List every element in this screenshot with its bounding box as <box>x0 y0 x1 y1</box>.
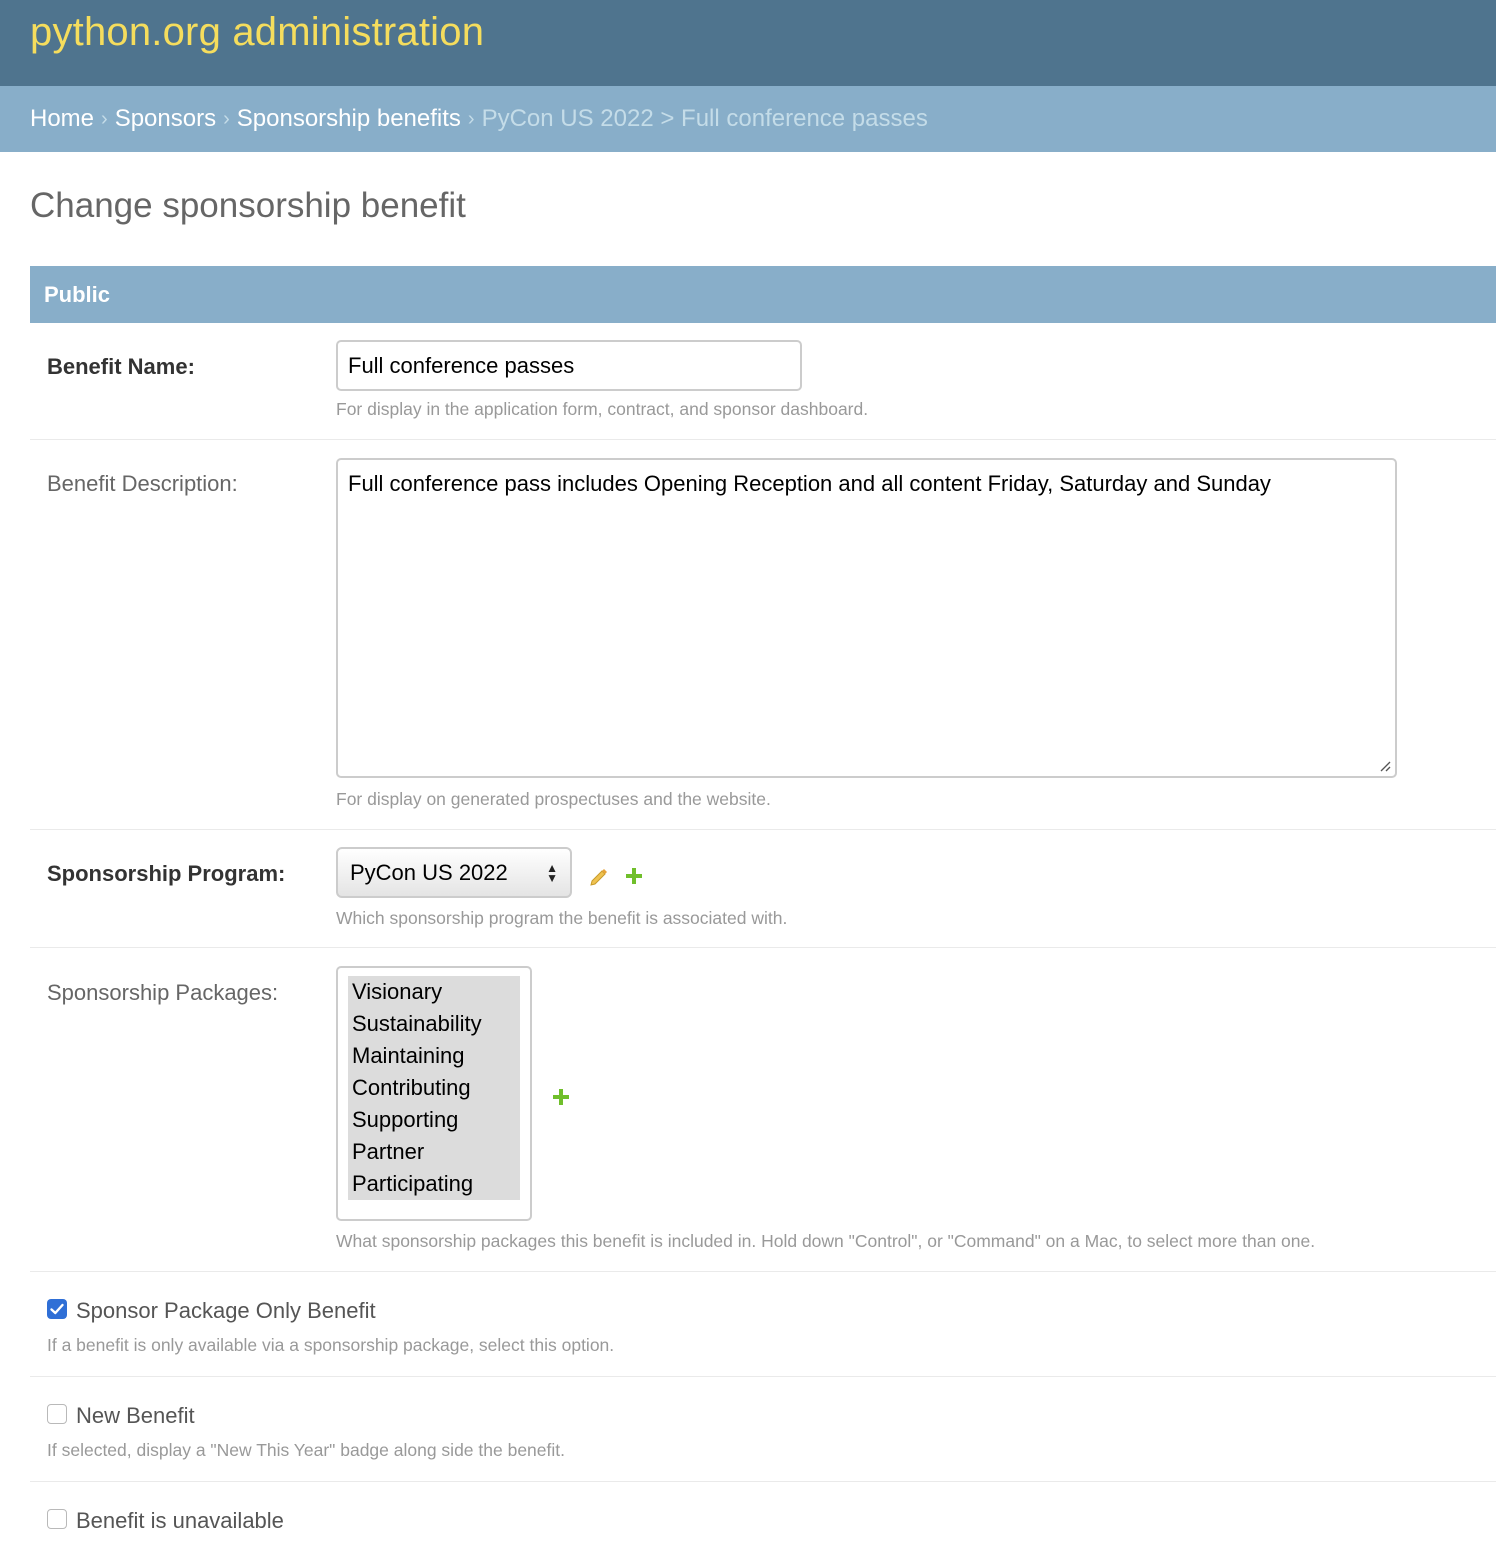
new-benefit-label[interactable]: New Benefit <box>76 1403 195 1428</box>
benefit-description-help: For display on generated prospectuses and the website. <box>336 789 771 809</box>
benefit-name-label: Benefit Name: <box>47 354 195 379</box>
resize-handle-icon[interactable] <box>1379 760 1391 772</box>
form-row-sponsorship-program <box>30 830 1496 948</box>
page-title: Change sponsorship benefit <box>30 186 466 225</box>
package-only-label[interactable]: Sponsor Package Only Benefit <box>76 1298 376 1323</box>
form-row-package-only <box>30 1272 1496 1377</box>
package-option[interactable]: Visionary <box>348 976 520 1008</box>
benefit-description-value: Full conference pass includes Opening Reception and all content Friday, Saturday and Sunday <box>348 471 1271 496</box>
package-only-help: If a benefit is only available via a sponsorship package, select this option. <box>47 1335 615 1355</box>
sponsorship-program-select[interactable] <box>336 847 572 898</box>
package-option[interactable]: Sustainability <box>348 1008 520 1040</box>
benefit-name-help: For display in the application form, contract, and sponsor dashboard. <box>336 399 869 419</box>
breadcrumb-home-link[interactable]: Home <box>30 105 95 132</box>
form-row-benefit-name <box>30 323 1496 440</box>
breadcrumb-sponsorship-benefits-link[interactable]: Sponsorship benefits <box>236 105 461 132</box>
breadcrumb-separator: › <box>101 107 108 130</box>
breadcrumb <box>0 86 1496 152</box>
plus-icon[interactable] <box>550 1086 572 1108</box>
sponsorship-program-label: Sponsorship Program: <box>47 861 286 886</box>
benefit-description-label: Benefit Description: <box>47 471 238 496</box>
site-branding[interactable]: python.org administration <box>30 10 485 54</box>
new-benefit-checkbox[interactable] <box>47 1404 67 1424</box>
header <box>0 0 1496 86</box>
pencil-icon[interactable] <box>588 865 610 887</box>
package-option[interactable]: Contributing <box>348 1072 520 1104</box>
sponsorship-program-help: Which sponsorship program the benefit is associated with. <box>336 908 788 928</box>
unavailable-checkbox[interactable] <box>47 1509 67 1529</box>
package-option[interactable]: Participating <box>348 1168 520 1200</box>
sponsorship-program-selected-value: PyCon US 2022 <box>350 859 508 885</box>
form-row-new-benefit <box>30 1377 1496 1482</box>
package-option[interactable]: Maintaining <box>348 1040 520 1072</box>
unavailable-label[interactable]: Benefit is unavailable <box>76 1508 284 1533</box>
package-only-checkbox[interactable] <box>47 1299 67 1319</box>
select-arrows-icon: ▲ ▼ <box>546 860 558 885</box>
sponsorship-packages-label: Sponsorship Packages: <box>47 980 279 1005</box>
fieldset-caption: Public <box>30 266 1496 323</box>
form-row-sponsorship-packages <box>30 948 1496 1272</box>
breadcrumb-current: PyCon US 2022 > Full conference passes <box>481 105 928 132</box>
benefit-name-input[interactable] <box>336 340 802 391</box>
plus-icon[interactable] <box>623 865 645 887</box>
breadcrumb-separator: › <box>467 107 475 130</box>
breadcrumb-sponsors-link[interactable]: Sponsors <box>114 105 217 132</box>
package-option[interactable]: Partner <box>348 1136 520 1168</box>
form-row-benefit-description <box>30 440 1496 830</box>
new-benefit-help: If selected, display a "New This Year" badge along side the benefit. <box>47 1440 565 1460</box>
package-option[interactable]: Supporting <box>348 1104 520 1136</box>
form-row-unavailable <box>30 1482 1496 1550</box>
sponsorship-packages-help: What sponsorship packages this benefit is included in. Hold down "Control", or "Command" on a Mac, to select more than one. <box>336 1231 1316 1251</box>
breadcrumb-separator: › <box>223 107 230 130</box>
sponsorship-packages-multiselect[interactable] <box>336 966 532 1221</box>
benefit-description-textarea[interactable] <box>336 458 1397 778</box>
